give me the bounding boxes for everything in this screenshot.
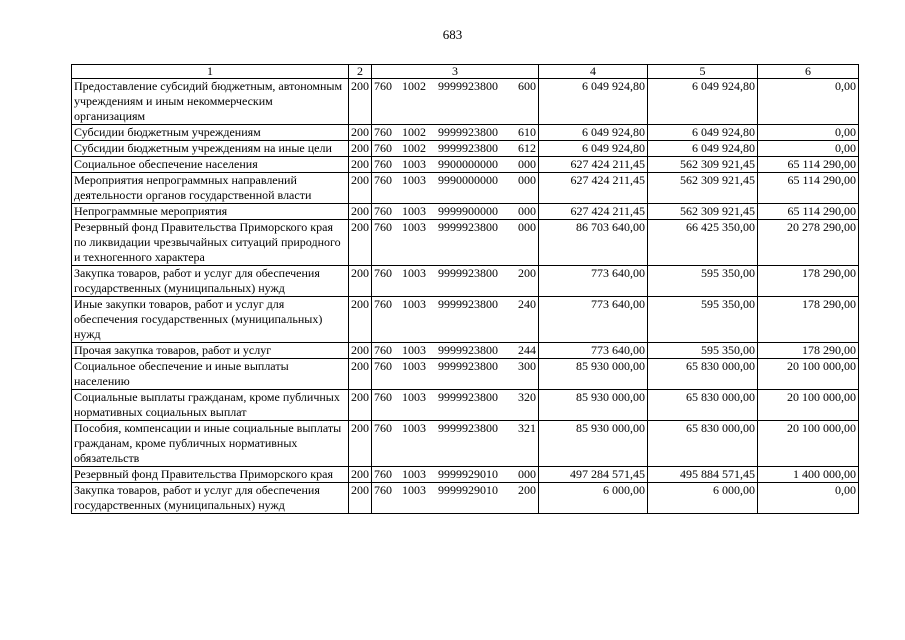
header-cell: 2: [349, 65, 372, 79]
row-value-col6: 20 100 000,00: [758, 421, 859, 467]
row-col2: 200: [349, 390, 372, 421]
row-name: Субсидии бюджетным учреждениям: [72, 125, 349, 141]
row-value-col6: 0,00: [758, 141, 859, 157]
row-name: Пособия, компенсации и иные социальные выплаты гражданам, кроме публичных нормативных обязательств: [72, 421, 349, 467]
row-code-section: 1002: [402, 79, 426, 93]
row-code-ministry: 760: [374, 483, 392, 497]
row-value-col4: 627 424 211,45: [539, 173, 648, 204]
row-code-ministry: 760: [374, 359, 392, 373]
row-codes: [372, 483, 539, 514]
row-name: Социальное обеспечение населения: [72, 157, 349, 173]
row-name: Иные закупки товаров, работ и услуг для обеспечения государственных (муниципальных) нужд: [72, 297, 349, 343]
row-code-type: 200: [518, 266, 536, 280]
row-code-target: 9999923800: [438, 343, 498, 357]
header-cell: 5: [648, 65, 758, 79]
row-codes: [372, 421, 539, 467]
row-code-ministry: 760: [374, 125, 392, 139]
row-codes: [372, 125, 539, 141]
row-code-ministry: 760: [374, 173, 392, 187]
table-row: [72, 173, 859, 204]
row-code-target: 9999923800: [438, 266, 498, 280]
row-code-target: 9999923800: [438, 220, 498, 234]
table-row: [72, 266, 859, 297]
row-value-col5: 6 049 924,80: [648, 141, 758, 157]
row-code-ministry: 760: [374, 220, 392, 234]
row-codes: [372, 173, 539, 204]
row-value-col4: 497 284 571,45: [539, 467, 648, 483]
row-value-col5: 6 049 924,80: [648, 79, 758, 125]
row-code-type: 200: [518, 483, 536, 497]
row-name: Закупка товаров, работ и услуг для обеспечения государственных (муниципальных) нужд: [72, 266, 349, 297]
row-value-col6: 178 290,00: [758, 297, 859, 343]
row-value-col6: 1 400 000,00: [758, 467, 859, 483]
row-value-col4: 627 424 211,45: [539, 204, 648, 220]
row-col2: 200: [349, 266, 372, 297]
table-row: [72, 297, 859, 343]
row-code-target: 9999923800: [438, 359, 498, 373]
row-code-section: 1003: [402, 359, 426, 373]
row-value-col5: 65 830 000,00: [648, 421, 758, 467]
row-code-target: 9999923800: [438, 141, 498, 155]
row-code-section: 1003: [402, 421, 426, 435]
row-value-col5: 65 830 000,00: [648, 359, 758, 390]
row-code-ministry: 760: [374, 79, 392, 93]
row-value-col4: 6 049 924,80: [539, 141, 648, 157]
row-codes: [372, 157, 539, 173]
row-code-target: 9999923800: [438, 297, 498, 311]
table-row: [72, 79, 859, 125]
row-value-col6: 0,00: [758, 79, 859, 125]
row-code-ministry: 760: [374, 467, 392, 481]
row-code-ministry: 760: [374, 343, 392, 357]
row-code-type: 000: [518, 157, 536, 171]
row-code-section: 1003: [402, 220, 426, 234]
row-code-section: 1002: [402, 125, 426, 139]
table-row: [72, 421, 859, 467]
row-code-target: 9999900000: [438, 204, 498, 218]
row-code-section: 1003: [402, 343, 426, 357]
row-value-col6: 65 114 290,00: [758, 173, 859, 204]
row-value-col4: 773 640,00: [539, 343, 648, 359]
row-value-col5: 595 350,00: [648, 297, 758, 343]
row-value-col4: 6 049 924,80: [539, 79, 648, 125]
row-value-col5: 562 309 921,45: [648, 204, 758, 220]
table-row: [72, 125, 859, 141]
row-col2: 200: [349, 204, 372, 220]
row-name: Социальные выплаты гражданам, кроме публичных нормативных социальных выплат: [72, 390, 349, 421]
row-value-col5: 595 350,00: [648, 343, 758, 359]
row-code-type: 000: [518, 467, 536, 481]
row-code-section: 1003: [402, 173, 426, 187]
row-col2: 200: [349, 157, 372, 173]
row-value-col5: 6 049 924,80: [648, 125, 758, 141]
table-row: [72, 220, 859, 266]
table-row: [72, 390, 859, 421]
header-cell: 6: [758, 65, 859, 79]
row-codes: [372, 79, 539, 125]
row-code-ministry: 760: [374, 421, 392, 435]
row-code-target: 9999929010: [438, 483, 498, 497]
row-code-section: 1003: [402, 204, 426, 218]
row-col2: 200: [349, 297, 372, 343]
row-code-section: 1003: [402, 390, 426, 404]
row-value-col6: 65 114 290,00: [758, 157, 859, 173]
row-value-col6: 178 290,00: [758, 343, 859, 359]
row-code-type: 000: [518, 220, 536, 234]
header-cell: 3: [372, 65, 539, 79]
header-cell: 1: [72, 65, 349, 79]
row-code-section: 1003: [402, 467, 426, 481]
row-name: Резервный фонд Правительства Приморского края: [72, 467, 349, 483]
row-code-section: 1003: [402, 157, 426, 171]
row-col2: 200: [349, 467, 372, 483]
table-row: [72, 157, 859, 173]
row-value-col5: 495 884 571,45: [648, 467, 758, 483]
row-col2: 200: [349, 483, 372, 514]
row-code-ministry: 760: [374, 390, 392, 404]
row-name: Социальное обеспечение и иные выплаты населению: [72, 359, 349, 390]
row-code-target: 9999923800: [438, 79, 498, 93]
row-code-section: 1003: [402, 483, 426, 497]
row-code-type: 300: [518, 359, 536, 373]
row-value-col4: 85 930 000,00: [539, 421, 648, 467]
row-value-col6: 20 100 000,00: [758, 390, 859, 421]
row-value-col5: 66 425 350,00: [648, 220, 758, 266]
table-row: [72, 467, 859, 483]
row-code-type: 240: [518, 297, 536, 311]
row-code-type: 244: [518, 343, 536, 357]
row-code-type: 000: [518, 204, 536, 218]
row-col2: 200: [349, 220, 372, 266]
row-value-col4: 85 930 000,00: [539, 390, 648, 421]
row-code-target: 9900000000: [438, 157, 498, 171]
row-name: Резервный фонд Правительства Приморского края по ликвидации чрезвычайных ситуаций природного и техногенного характера: [72, 220, 349, 266]
row-value-col6: 20 100 000,00: [758, 359, 859, 390]
row-code-type: 600: [518, 79, 536, 93]
table-row: [72, 359, 859, 390]
row-value-col5: 6 000,00: [648, 483, 758, 514]
row-col2: 200: [349, 141, 372, 157]
row-code-ministry: 760: [374, 266, 392, 280]
row-code-type: 320: [518, 390, 536, 404]
row-value-col6: 0,00: [758, 125, 859, 141]
budget-table: [71, 64, 859, 514]
page-number: 683: [442, 27, 463, 42]
row-codes: [372, 220, 539, 266]
row-value-col4: 773 640,00: [539, 266, 648, 297]
row-value-col5: 65 830 000,00: [648, 390, 758, 421]
row-code-target: 9999923800: [438, 125, 498, 139]
row-codes: [372, 204, 539, 220]
row-col2: 200: [349, 343, 372, 359]
row-value-col5: 595 350,00: [648, 266, 758, 297]
row-code-target: 9999923800: [438, 421, 498, 435]
row-value-col5: 562 309 921,45: [648, 157, 758, 173]
row-value-col4: 86 703 640,00: [539, 220, 648, 266]
row-codes: [372, 266, 539, 297]
row-value-col4: 6 049 924,80: [539, 125, 648, 141]
row-value-col6: 65 114 290,00: [758, 204, 859, 220]
row-name: Субсидии бюджетным учреждениям на иные цели: [72, 141, 349, 157]
row-code-target: 9999929010: [438, 467, 498, 481]
table-header-row: [72, 65, 859, 79]
row-code-ministry: 760: [374, 157, 392, 171]
row-code-section: 1003: [402, 297, 426, 311]
row-col2: 200: [349, 421, 372, 467]
row-value-col4: 85 930 000,00: [539, 359, 648, 390]
row-value-col6: 20 278 290,00: [758, 220, 859, 266]
row-codes: [372, 343, 539, 359]
row-codes: [372, 297, 539, 343]
row-name: Прочая закупка товаров, работ и услуг: [72, 343, 349, 359]
row-col2: 200: [349, 125, 372, 141]
row-code-section: 1002: [402, 141, 426, 155]
row-value-col4: 6 000,00: [539, 483, 648, 514]
row-code-type: 000: [518, 173, 536, 187]
row-code-type: 612: [518, 141, 536, 155]
row-code-target: 9990000000: [438, 173, 498, 187]
row-codes: [372, 390, 539, 421]
row-name: Закупка товаров, работ и услуг для обеспечения государственных (муниципальных) нужд: [72, 483, 349, 514]
table-row: [72, 343, 859, 359]
row-value-col4: 627 424 211,45: [539, 157, 648, 173]
budget-table-body: [72, 65, 859, 514]
row-value-col5: 562 309 921,45: [648, 173, 758, 204]
row-codes: [372, 141, 539, 157]
table-row: [72, 204, 859, 220]
table-row: [72, 141, 859, 157]
row-col2: 200: [349, 173, 372, 204]
row-name: Предоставление субсидий бюджетным, автономным учреждениям и иным некоммерческим организациям: [72, 79, 349, 125]
row-value-col6: 178 290,00: [758, 266, 859, 297]
row-code-target: 9999923800: [438, 390, 498, 404]
row-code-ministry: 760: [374, 297, 392, 311]
row-code-type: 321: [518, 421, 536, 435]
row-codes: [372, 467, 539, 483]
row-code-ministry: 760: [374, 141, 392, 155]
row-code-type: 610: [518, 125, 536, 139]
table-row: [72, 483, 859, 514]
row-value-col4: 773 640,00: [539, 297, 648, 343]
row-col2: 200: [349, 79, 372, 125]
row-codes: [372, 359, 539, 390]
row-code-ministry: 760: [374, 204, 392, 218]
row-col2: 200: [349, 359, 372, 390]
row-name: Непрограммные мероприятия: [72, 204, 349, 220]
row-name: Мероприятия непрограммных направлений деятельности органов государственной власти: [72, 173, 349, 204]
row-value-col6: 0,00: [758, 483, 859, 514]
header-cell: 4: [539, 65, 648, 79]
row-code-section: 1003: [402, 266, 426, 280]
